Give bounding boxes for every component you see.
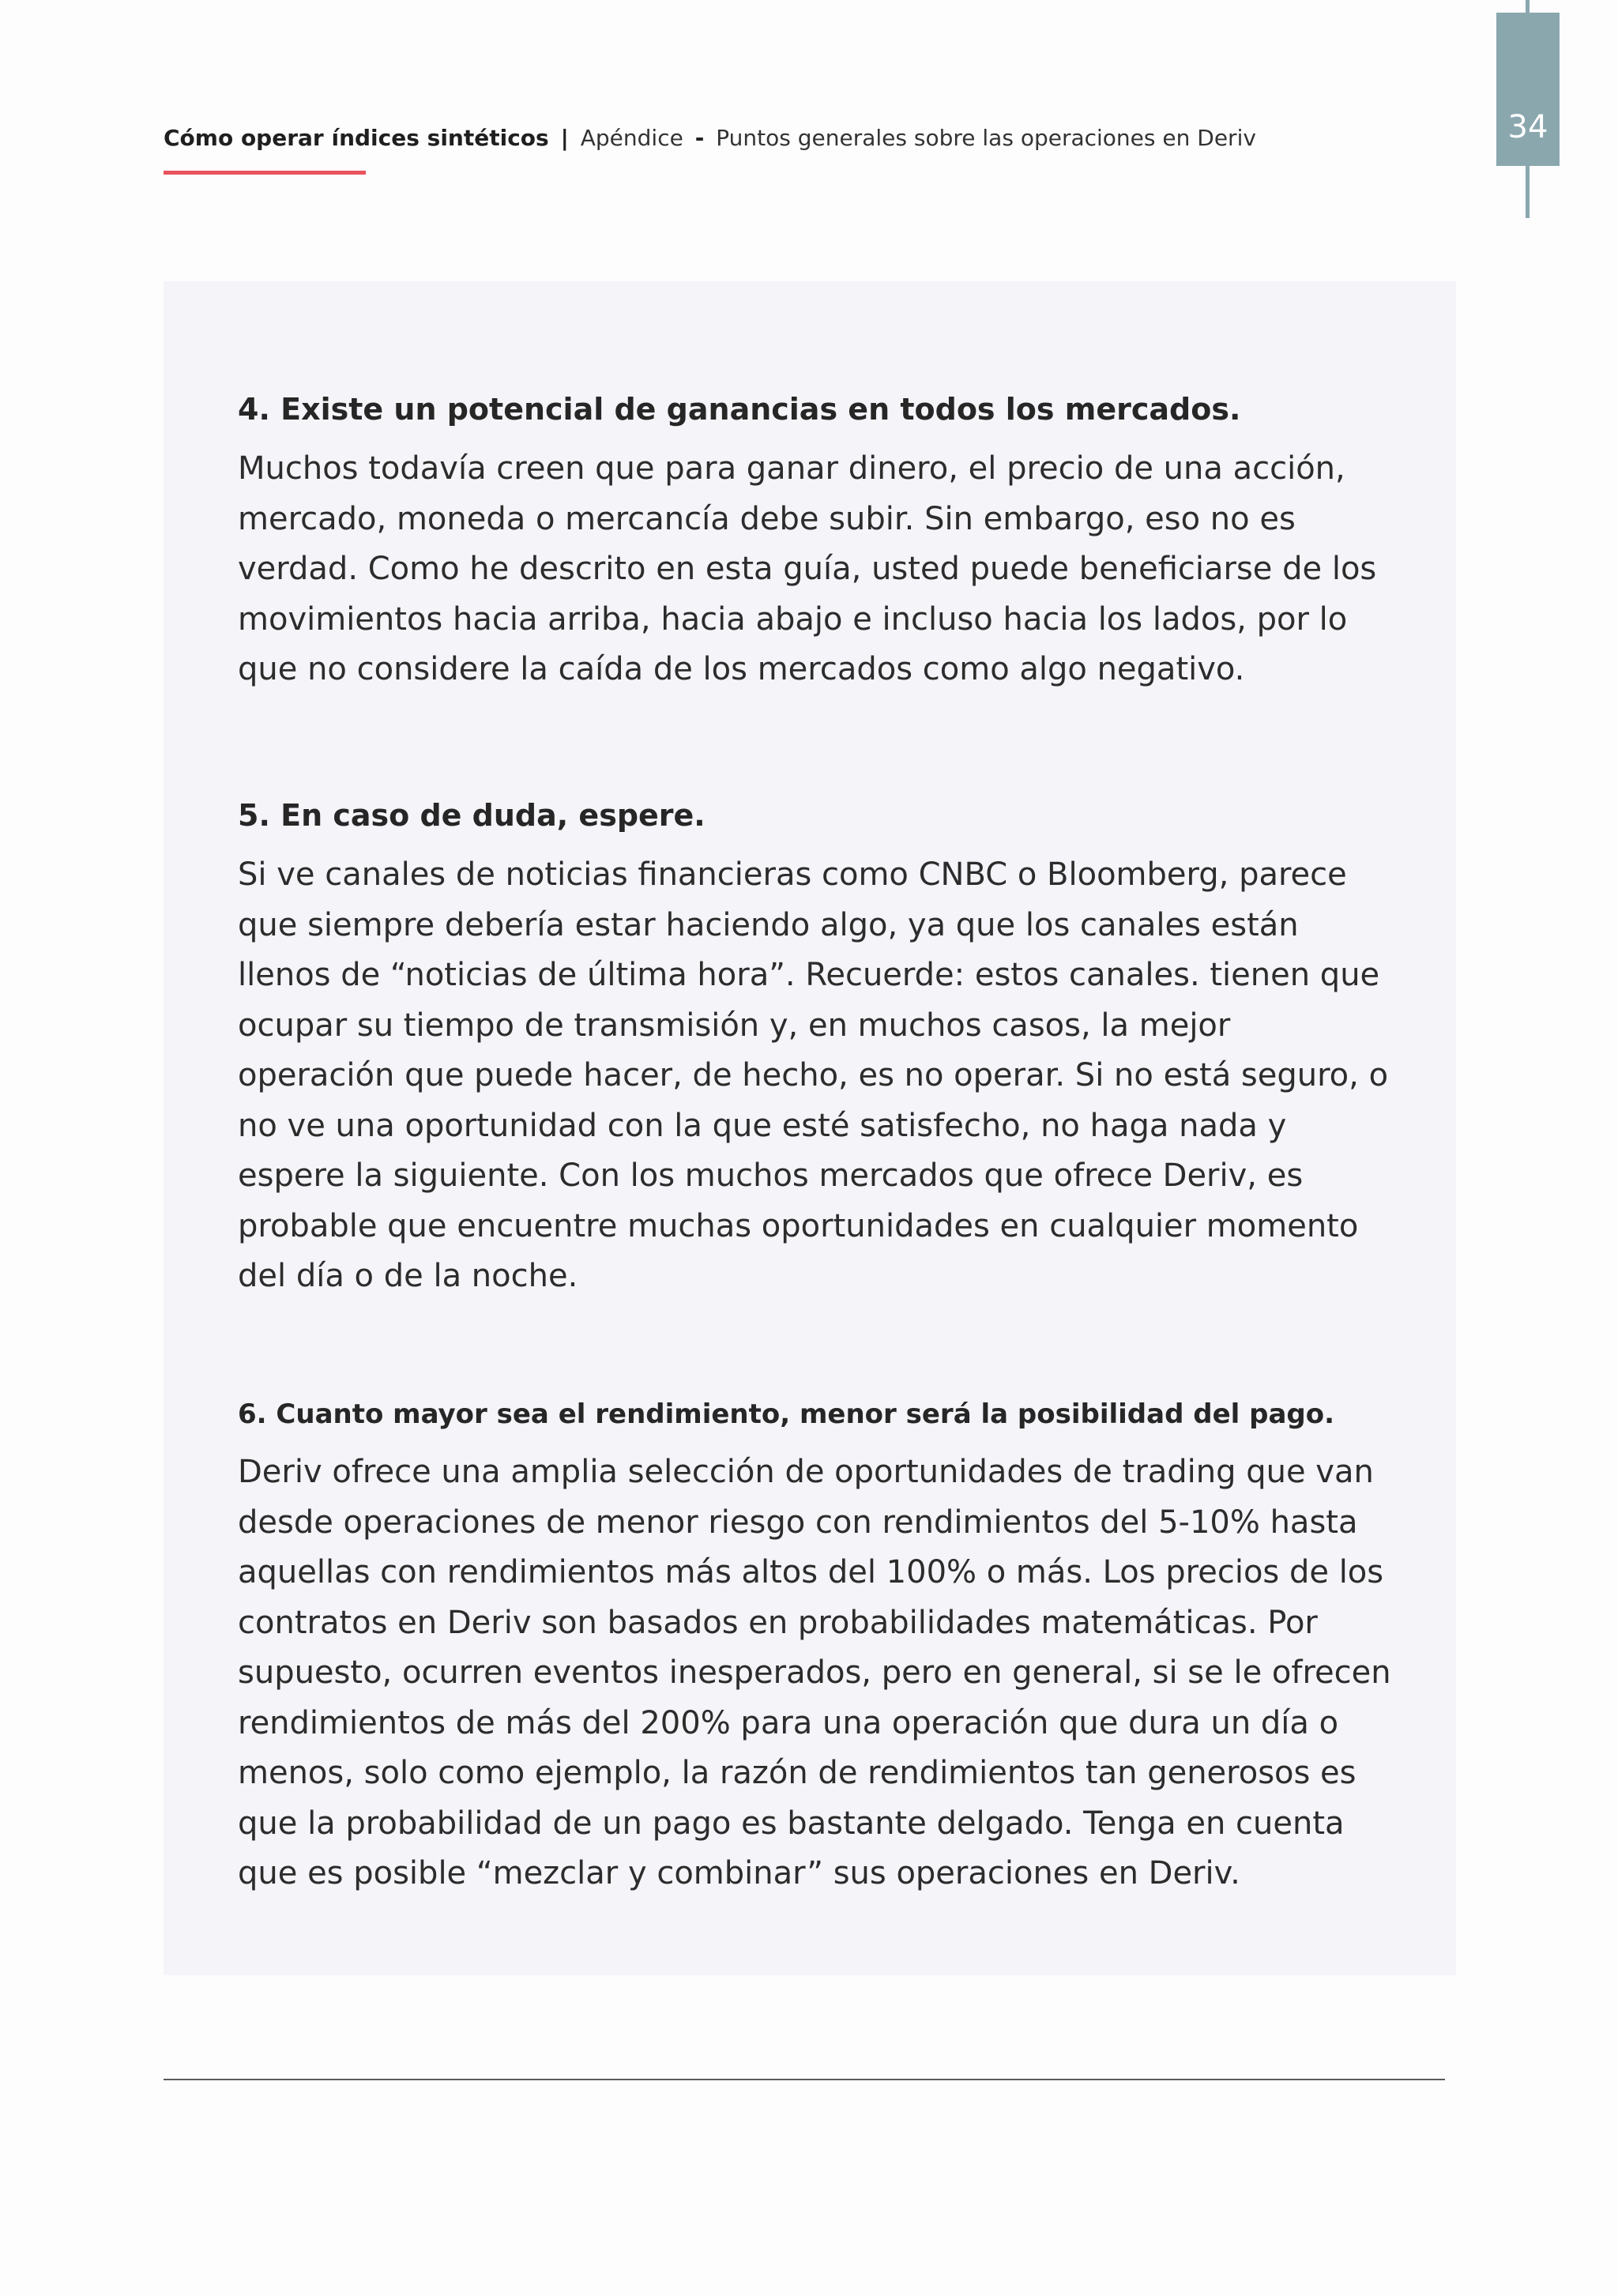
header-dash: -	[694, 125, 705, 151]
page-number: 34	[1507, 109, 1548, 145]
section-4	[238, 392, 1391, 695]
section-6	[238, 1398, 1391, 1899]
header-separator: |	[560, 125, 569, 151]
header-accent-underline	[164, 171, 366, 175]
footer-divider	[164, 2079, 1445, 2080]
section-subtitle: Puntos generales sobre las operaciones en Deriv	[716, 125, 1256, 151]
running-header	[164, 125, 1256, 151]
section-body: Muchos todavía creen que para ganar dinero, el precio de una acción, mercado, moneda o mercancía debe subir. Sin embargo, eso no es verdad. Como he descrito en esta guía, usted puede beneficiarse de los movimientos hacia arriba, hacia abajo e incluso hacia los lados, por lo que no considere la caída de los mercados como algo negativo.	[238, 450, 1377, 687]
section-label: Apéndice	[580, 125, 683, 151]
section-heading: 4. Existe un potencial de ganancias en todos los mercados.	[238, 392, 1241, 427]
section-body: Si ve canales de noticias financieras como CNBC o Bloomberg, parece que siempre debería estar haciendo algo, ya que los canales están llenos de “noticias de última hora”. Recuerde: estos canales. tienen que ocupar su tiempo de transmisión y, en muchos casos, la mejor operación que puede hacer, de hecho, es no operar. Si no está seguro, o no ve una oportunidad con la que esté satisfecho, no haga nada y espere la siguiente. Con los muchos mercados que ofrece Deriv, es probable que encuentre muchas oportunidades en cualquier momento del día o de la noche.	[238, 856, 1389, 1294]
section-5	[238, 798, 1391, 1302]
section-heading: 5. En caso de duda, espere.	[238, 798, 706, 833]
section-body: Deriv ofrece una amplia selección de oportunidades de trading que van desde operaciones de menor riesgo con rendimientos del 5-10% hasta aquellas con rendimientos más altos del 100% o más. Los precios de los contratos en Deriv son basados en probabilidades matemáticas. Por supuesto, ocurren eventos inesperados, pero en general, si se le ofrecen rendimientos de más del 200% para una operación que dura un día o menos, solo como ejemplo, la razón de rendimientos tan generosos es que la probabilidad de un pago es bastante delgado. Tenga en cuenta que es posible “mezclar y combinar” sus operaciones en Deriv.	[238, 1454, 1391, 1891]
document-title: Cómo operar índices sintéticos	[164, 125, 549, 151]
section-heading: 6. Cuanto mayor sea el rendimiento, menor será la posibilidad del pago.	[238, 1398, 1335, 1430]
